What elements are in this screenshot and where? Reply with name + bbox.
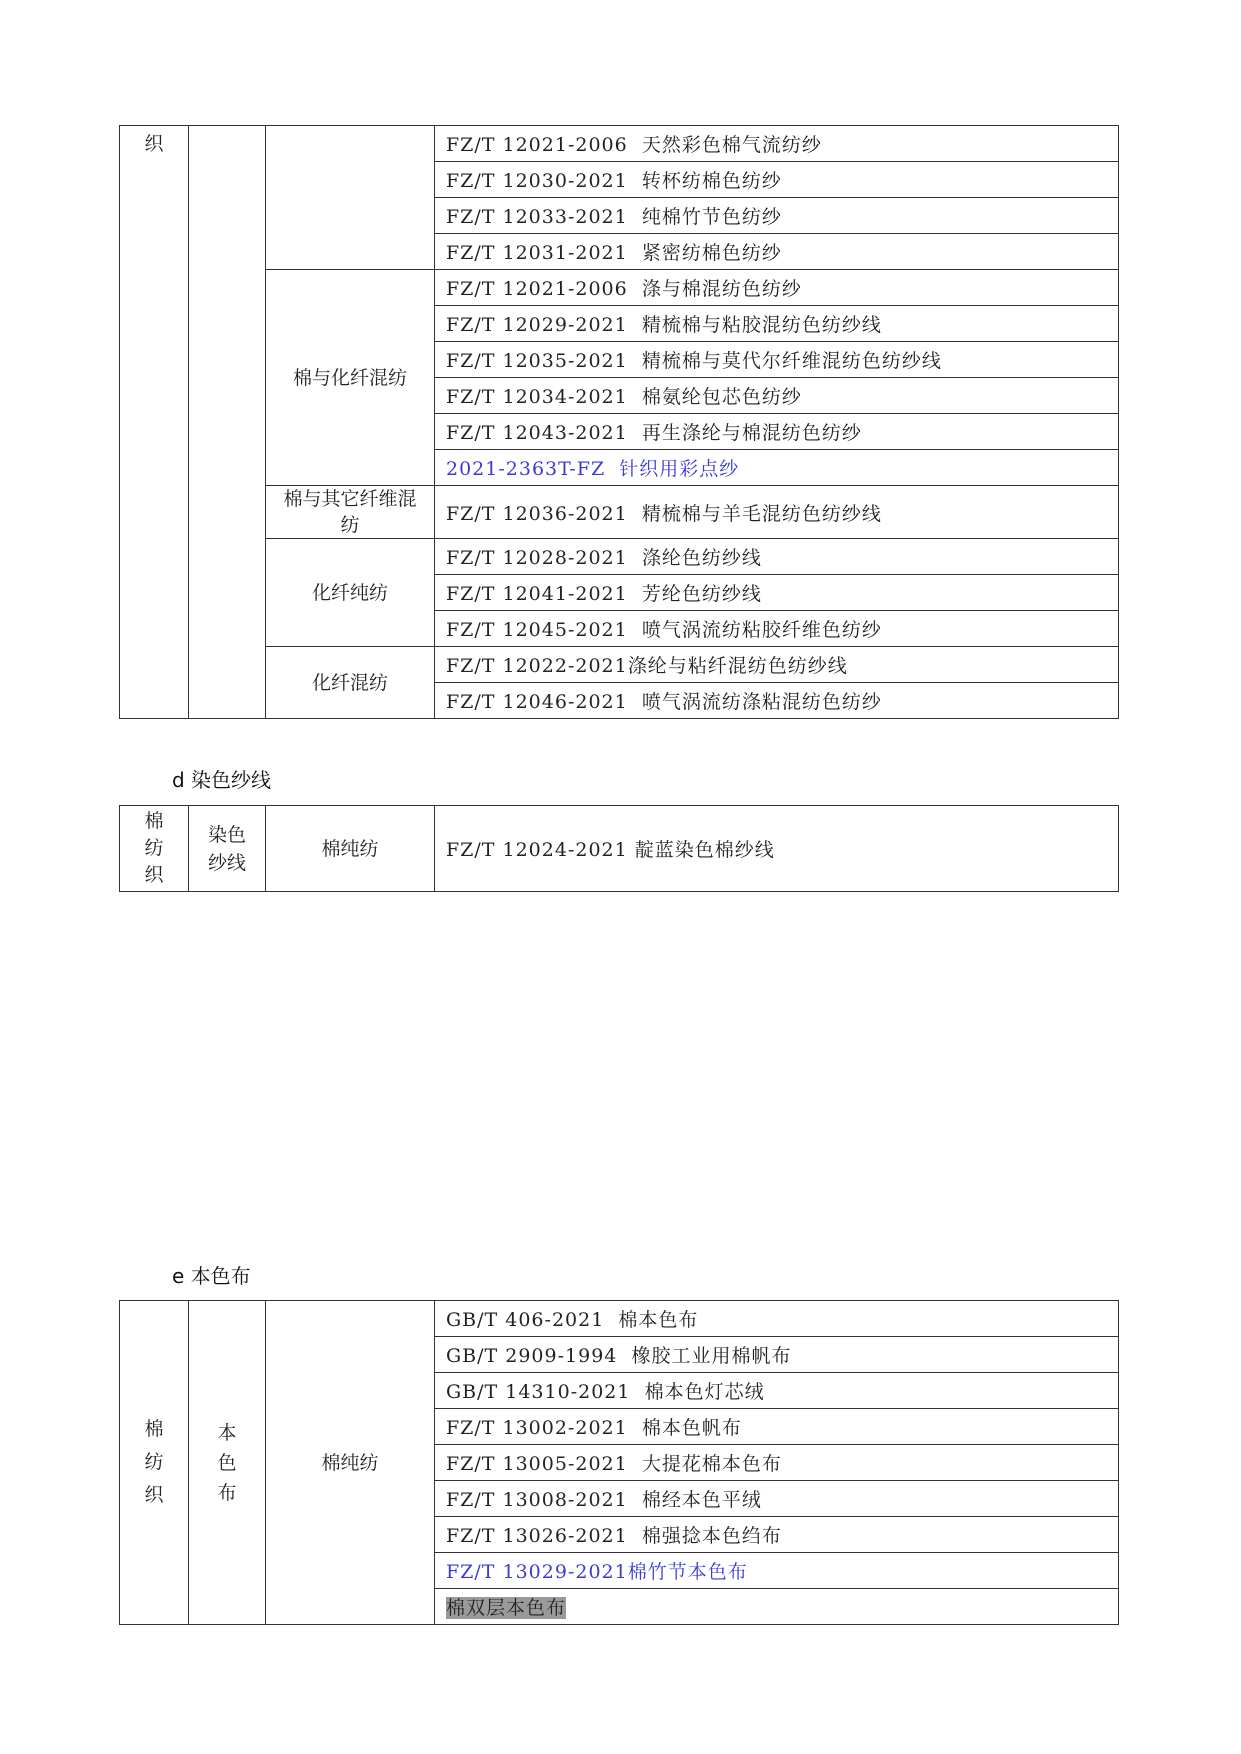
standard-code: FZ/T 13002-2021 [446, 1417, 628, 1439]
separator [630, 1381, 644, 1403]
standard-code: 2021-2363T-FZ [446, 458, 606, 480]
standard-name: 棉本色帆布 [641, 1417, 742, 1439]
section-d-caption: d 染色纱线 [172, 768, 272, 792]
standard-cell [435, 1409, 1119, 1445]
standard-name: 棉竹节本色布 [627, 1561, 748, 1583]
separator [617, 1345, 631, 1367]
blend-type-cell [266, 126, 435, 270]
separator [628, 547, 642, 569]
category-cell [120, 806, 189, 892]
standard-cell [435, 486, 1119, 539]
standard-cell [435, 378, 1119, 414]
standard-code: GB/T 14310-2021 [446, 1381, 631, 1403]
standard-name: 棉双层本色布 [446, 1597, 567, 1619]
separator [628, 1525, 642, 1547]
standard-code: FZ/T 12046-2021 [446, 691, 628, 713]
category-label: 棉纺织 [144, 810, 164, 886]
standard-name: 棉经本色平绒 [641, 1489, 762, 1511]
standard-name: 靛蓝染色棉纱线 [634, 839, 775, 861]
separator [628, 619, 642, 641]
table-row [120, 126, 1119, 162]
separator [628, 503, 642, 525]
section-e-caption: e 本色布 [172, 1264, 251, 1288]
standard-name: 棉本色布 [618, 1309, 699, 1331]
standard-name: 棉本色灯芯绒 [644, 1381, 765, 1403]
standard-cell [435, 342, 1119, 378]
standard-code: FZ/T 12021-2006 [446, 278, 628, 300]
standard-name: 橡胶工业用棉帆布 [631, 1345, 792, 1367]
category-label: 棉纺织 [144, 1418, 164, 1506]
standard-name: 涤与棉混纺色纺纱 [641, 278, 802, 300]
separator [628, 350, 642, 372]
standard-code: FZ/T 12045-2021 [446, 619, 628, 641]
separator [628, 1453, 642, 1475]
separator [628, 386, 642, 408]
standard-code: FZ/T 12029-2021 [446, 314, 628, 336]
standard-code: FZ/T 12033-2021 [446, 206, 628, 228]
separator [628, 422, 642, 444]
standard-cell [435, 1445, 1119, 1481]
subcategory-cell [189, 1301, 266, 1625]
standard-cell [435, 1589, 1119, 1625]
standard-code: FZ/T 13029-2021 [446, 1561, 628, 1583]
standard-name: 喷气涡流纺粘胶纤维色纺纱 [641, 619, 882, 641]
standard-code: FZ/T 12030-2021 [446, 170, 628, 192]
standard-code: FZ/T 12036-2021 [446, 502, 628, 525]
standard-name: 涤纶与粘纤混纺色纺纱线 [627, 655, 848, 677]
standard-cell [435, 1553, 1119, 1589]
subcategory-label: 染色纱线 [207, 823, 246, 874]
standard-cell [435, 575, 1119, 611]
table-row [120, 270, 1119, 306]
standard-cell [435, 1517, 1119, 1553]
separator [628, 1489, 642, 1511]
standard-name: 精梳棉与莫代尔纤维混纺色纺纱线 [641, 350, 942, 372]
category-cell [120, 126, 189, 719]
separator [628, 206, 642, 228]
standard-code: FZ/T 12028-2021 [446, 547, 628, 569]
colored-yarn-standards-table [119, 125, 1119, 719]
standard-cell [435, 1337, 1119, 1373]
standard-cell [435, 1301, 1119, 1337]
standard-code: FZ/T 12031-2021 [446, 242, 628, 264]
standard-cell [435, 198, 1119, 234]
separator [628, 691, 642, 713]
category-cell [120, 1301, 189, 1625]
standard-cell [435, 270, 1119, 306]
grey-fabric-table [119, 1300, 1119, 1625]
standard-name: 大提花棉本色布 [641, 1453, 782, 1475]
table-row [120, 1301, 1119, 1337]
separator [628, 242, 642, 264]
blend-type-cell: 棉纯纺 [266, 806, 435, 892]
standard-name: 针织用彩点纱 [619, 458, 740, 480]
standard-cell [435, 611, 1119, 647]
standard-name: 芳纶色纺纱线 [641, 583, 762, 605]
blend-type-cell: 棉与其它纤维混纺 [266, 486, 435, 539]
standard-code: FZ/T 12024-2021 [446, 839, 628, 861]
standard-cell [435, 126, 1119, 162]
standard-name: 精梳棉与羊毛混纺色纺纱线 [641, 502, 882, 525]
blend-type-cell: 化纤纯纺 [266, 539, 435, 647]
standard-cell [435, 806, 1119, 892]
separator [628, 314, 642, 336]
standard-cell [435, 683, 1119, 719]
standard-name: 棉氨纶包芯色纺纱 [641, 386, 802, 408]
table-row [120, 647, 1119, 683]
standard-code: GB/T 406-2021 [446, 1309, 605, 1331]
standard-cell [435, 1373, 1119, 1409]
category-label: 织 [144, 133, 164, 155]
blend-type-cell: 棉纯纺 [266, 1301, 435, 1625]
standard-name: 再生涤纶与棉混纺色纺纱 [641, 422, 862, 444]
subcategory-cell [189, 126, 266, 719]
subcategory-label: 本色布 [217, 1421, 237, 1504]
standard-name: 棉强捻本色绉布 [641, 1525, 782, 1547]
standard-cell [435, 414, 1119, 450]
subcategory-cell [189, 806, 266, 892]
standard-cell [435, 647, 1119, 683]
standard-cell [435, 539, 1119, 575]
table-row [120, 539, 1119, 575]
standard-name: 精梳棉与粘胶混纺色纺纱线 [641, 314, 882, 336]
standard-code: FZ/T 13005-2021 [446, 1453, 628, 1475]
standard-cell [435, 234, 1119, 270]
standard-name: 天然彩色棉气流纺纱 [641, 134, 822, 156]
separator [628, 278, 642, 300]
separator [628, 134, 642, 156]
standard-name: 涤纶色纺纱线 [641, 547, 762, 569]
standard-code: GB/T 2909-1994 [446, 1345, 618, 1367]
table-row [120, 806, 1119, 892]
standard-name: 紧密纺棉色纺纱 [641, 242, 782, 264]
standard-cell [435, 450, 1119, 486]
standard-code: FZ/T 12043-2021 [446, 422, 628, 444]
standard-cell [435, 1481, 1119, 1517]
standard-cell [435, 306, 1119, 342]
blend-type-cell: 棉与化纤混纺 [266, 270, 435, 486]
dyed-yarn-table [119, 805, 1119, 892]
standard-name: 转杯纺棉色纺纱 [641, 170, 782, 192]
standard-code: FZ/T 13026-2021 [446, 1525, 628, 1547]
standard-code: FZ/T 12041-2021 [446, 583, 628, 605]
separator [628, 583, 642, 605]
separator [604, 1309, 618, 1331]
standard-name: 喷气涡流纺涤粘混纺色纺纱 [641, 691, 882, 713]
standard-code: FZ/T 12035-2021 [446, 350, 628, 372]
separator [628, 170, 642, 192]
separator [605, 458, 619, 480]
standard-code: FZ/T 13008-2021 [446, 1489, 628, 1511]
standard-code: FZ/T 12022-2021 [446, 655, 628, 677]
standard-code: FZ/T 12021-2006 [446, 134, 628, 156]
table-row [120, 486, 1119, 539]
standard-name: 纯棉竹节色纺纱 [641, 206, 782, 228]
separator [628, 1417, 642, 1439]
blend-type-cell: 化纤混纺 [266, 647, 435, 719]
standard-code: FZ/T 12034-2021 [446, 386, 628, 408]
standard-cell [435, 162, 1119, 198]
